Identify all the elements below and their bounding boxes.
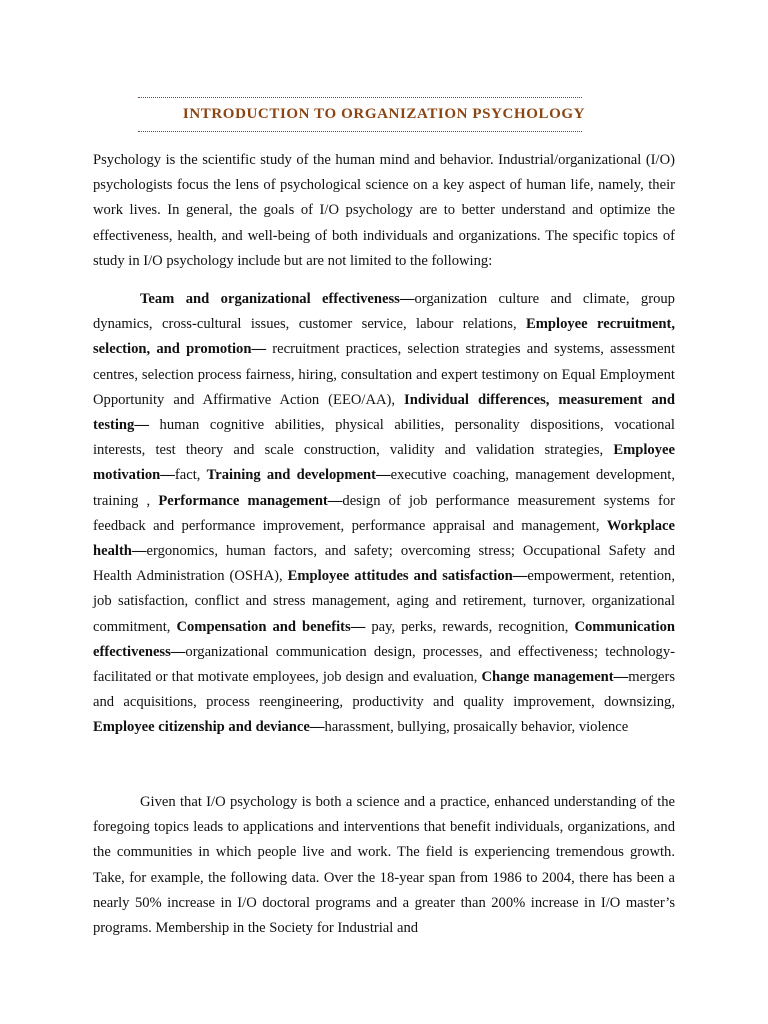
title-rule-top — [138, 97, 582, 98]
page-title: INTRODUCTION TO ORGANIZATION PSYCHOLOGY — [182, 106, 586, 122]
topic-term: Training and development— — [206, 467, 391, 484]
title-rule-bottom — [138, 131, 582, 132]
topics-paragraph — [93, 287, 675, 741]
topic-term: Workplace health— — [93, 517, 675, 560]
topic-term: Individual differences, measurement and testing— — [93, 391, 675, 434]
topic-description: recruitment practices, selection strategies and systems, assessment centres, selection process fairness, hiring, consultation and expert testimony on Equal Employment Opportunity and Affirmative Action (EEO/AA), — [93, 341, 675, 408]
topic-term: Employee motivation— — [93, 442, 675, 484]
topic-term: Team and organizational effectiveness— — [140, 291, 415, 307]
closing-paragraph: Given that I/O psychology is both a science and a practice, enhanced understanding of the foregoing topics leads to applications and interventions that benefit individuals, organizations, and the communities in which people live and work. The field is experiencing tremendous growth. Take, for example, the following data. Over the 18-year span from 1986 to 2004, there has been a nearly 50% increase in I/O doctoral programs and a greater than 200% increase in I/O master’s programs. Membership in the Society for Industrial and — [93, 794, 675, 937]
topic-term: Change management— — [481, 669, 629, 686]
intro-paragraph: Psychology is the scientific study of the human mind and behavior. Industrial/organizational (I/O) psychologists focus the lens of psychological science on a key aspect of human life, namely, their work lives. In general, the goals of I/O psychology are to better understand and optimize the effectiveness, health, and well-being of both individuals and organizations. The specific topics of study in I/O psychology include but are not limited to the following: — [93, 152, 675, 269]
topic-description: empowerment, retention, job satisfaction, conflict and stress management, aging and retirement, turnover, organizational commitment, — [93, 568, 676, 635]
topic-term: Communication effectiveness— — [93, 618, 675, 660]
topic-term: Performance management— — [158, 492, 343, 509]
topic-term: Employee attitudes and satisfaction— — [287, 568, 528, 585]
topic-term: Employee recruitment, selection, and promotion— — [93, 316, 675, 358]
topic-description: design of job performance measurement systems for feedback and performance improvement, performance appraisal and management, — [93, 492, 675, 534]
topic-description: fact, — [174, 467, 207, 484]
topic-description: executive coaching, management development, training , — [93, 467, 676, 509]
topic-description: ergonomics, human factors, and safety; overcoming stress; Occupational Safety and Health Administration (OSHA), — [93, 543, 675, 585]
topic-description: human cognitive abilities, physical abilities, personality dispositions, vocational interests, test theory and scale construction, validity and validation strategies, — [93, 417, 675, 459]
topic-description: organization culture and climate, group dynamics, cross-cultural issues, customer service, labour relations, — [93, 291, 675, 333]
topic-term: Compensation and benefits— — [176, 618, 366, 635]
topic-description: harassment, bullying, prosaically behavior, violence — [324, 719, 629, 736]
topic-description: organizational communication design, processes, and effectiveness; technology-facilitated or that motivate employees, job design and evaluation, — [93, 643, 675, 686]
topic-term: Employee citizenship and deviance— — [93, 719, 325, 736]
topic-description: pay, perks, rewards, recognition, — [365, 618, 575, 635]
topic-description: mergers and acquisitions, process reengineering, productivity and quality improvement, downsizing, — [93, 669, 676, 711]
